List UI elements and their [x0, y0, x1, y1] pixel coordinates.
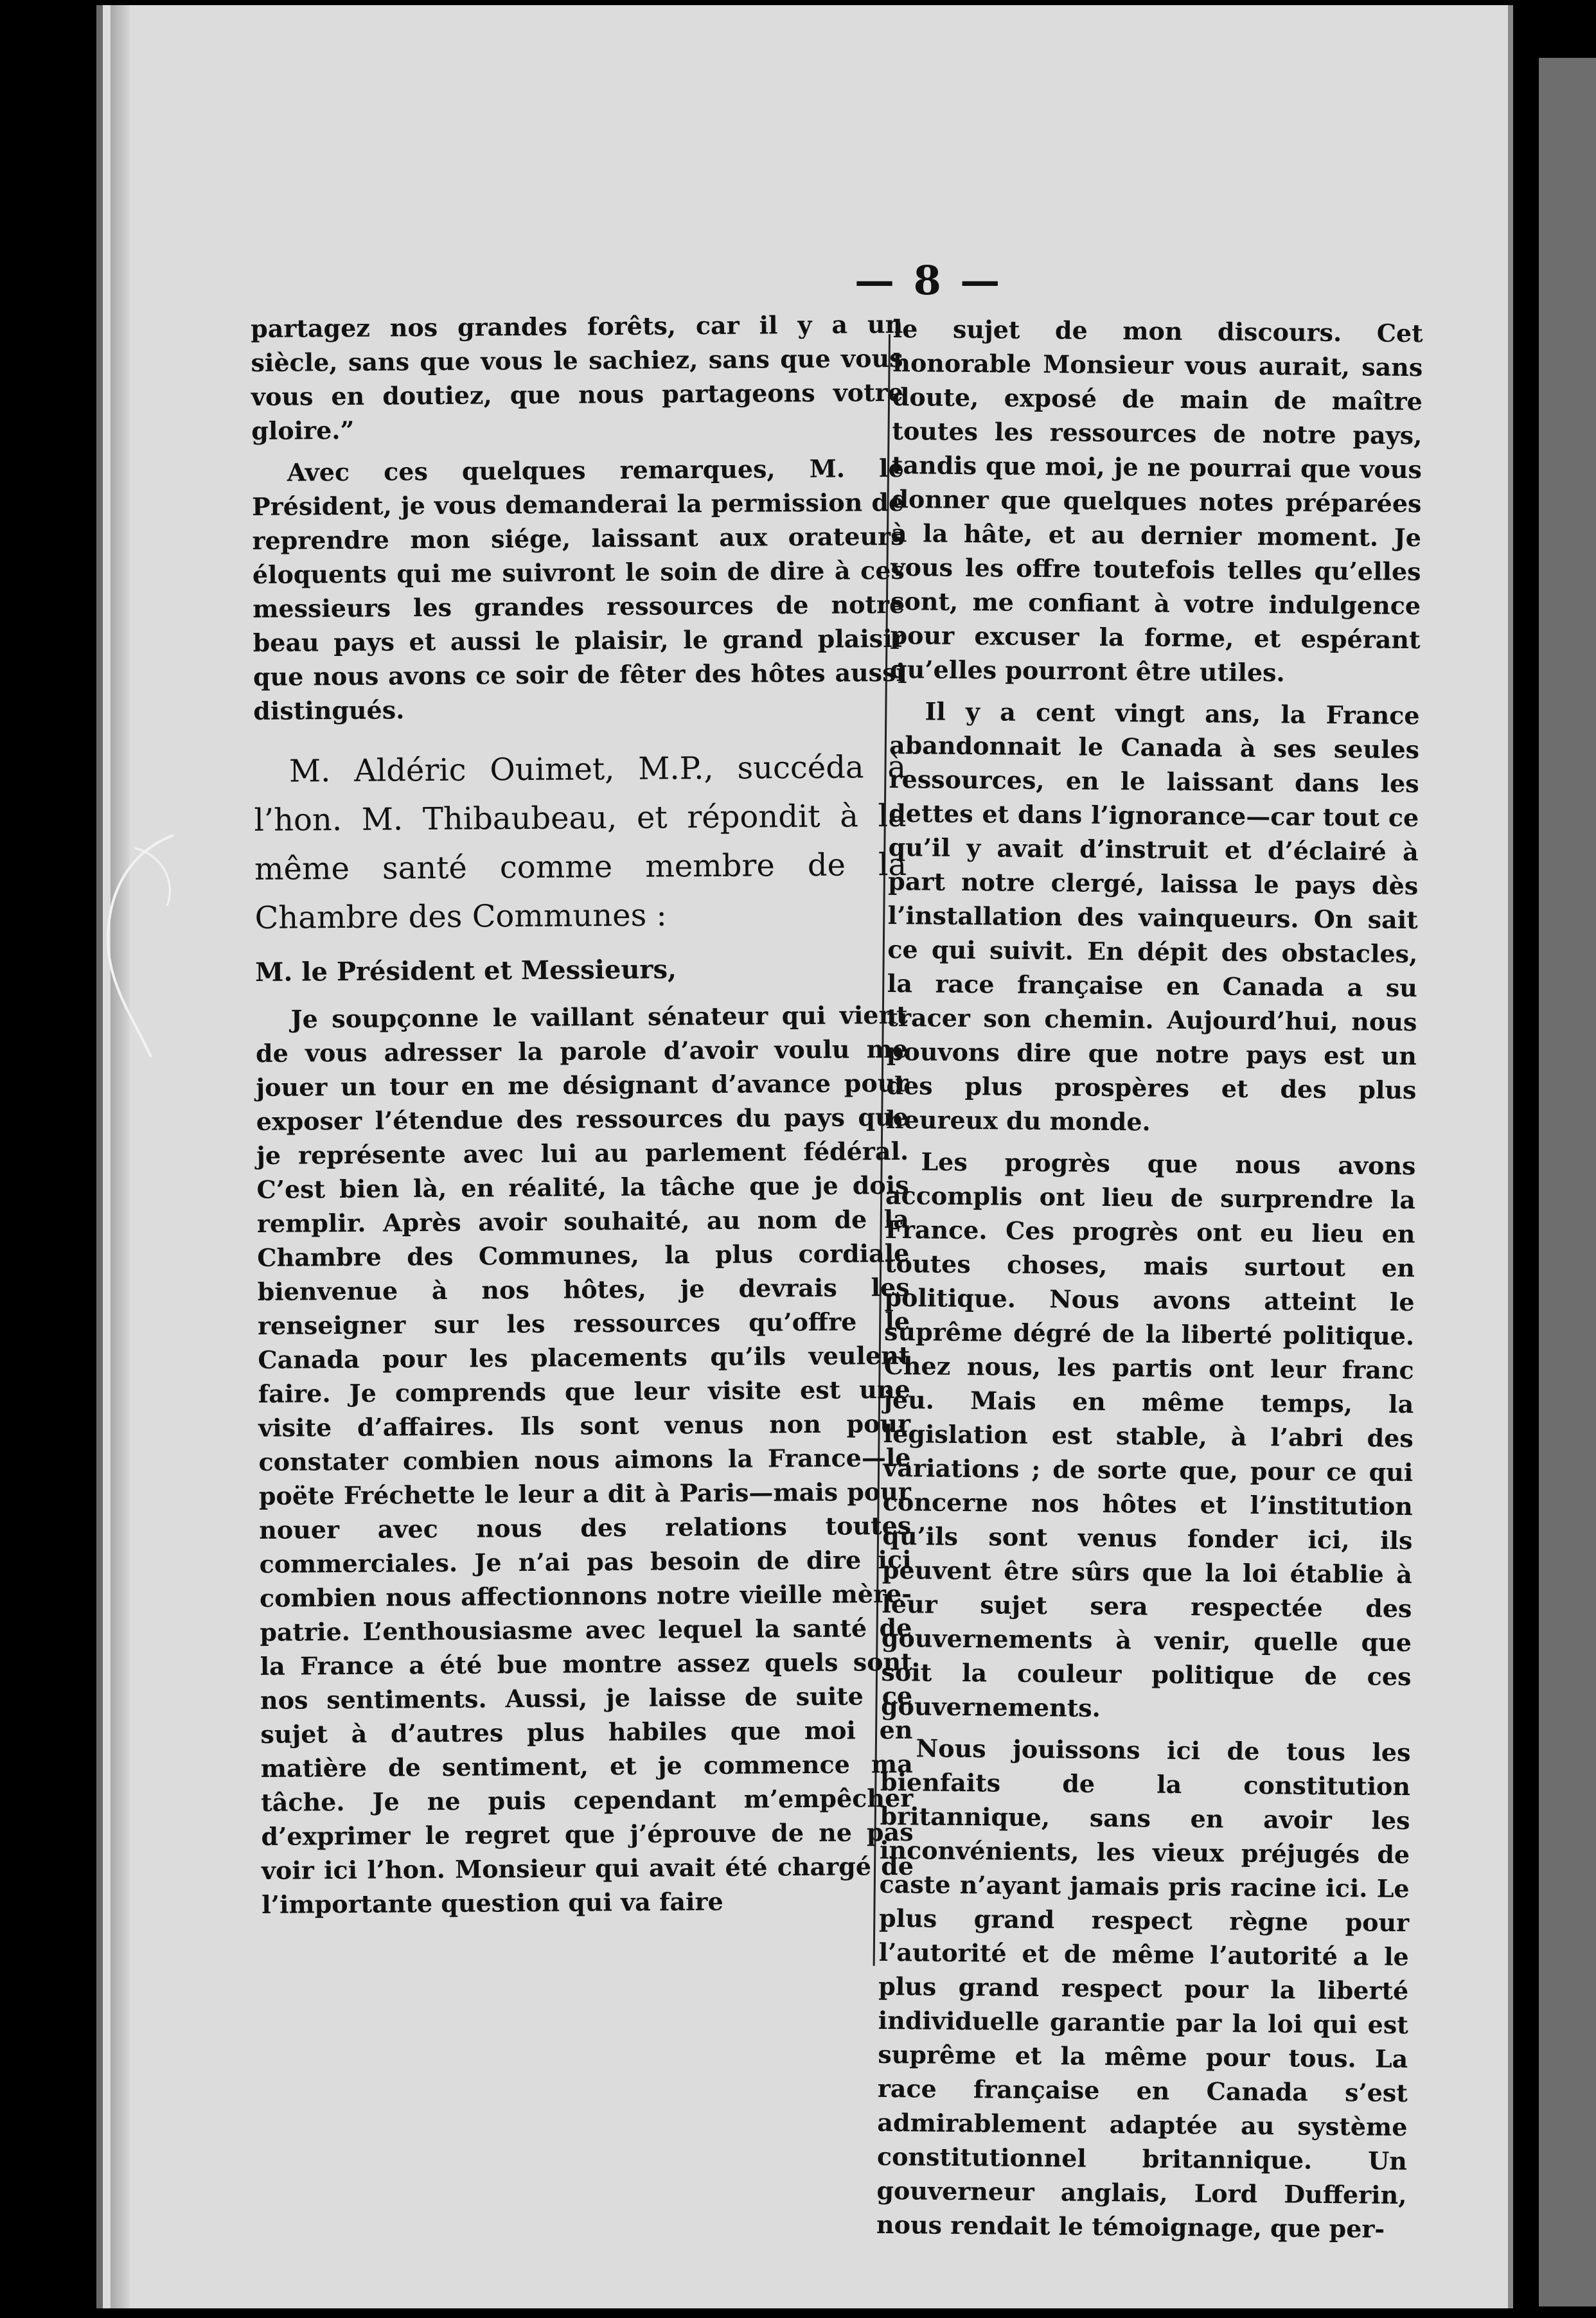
speaker-introduction: M. Aldéric Ouimet, M.P., succéda à l’hon. M. Thibaubeau, et répondit à la même santé comme membre de la Chambre des Communes : [254, 748, 907, 936]
paragraph: Avec ces quelques remarques, M. le Président, je vous demanderai la permission de reprendre mon siége, laissant aux orateurs éloquents qui me suivront le soin de dire à ces messieurs les grandes ressources de notre beau pays et aussi le plaisir, le grand plaisir que nous avons ce soir de fêter des hôtes aussi distingués. [251, 453, 906, 725]
paragraph: Nous jouissons ici de tous les bienfaits de la constitution britannique, sans en avoir les inconvénients, les vieux préjugés de caste n’ayant jamais pris racine ici. Le plus grand respect règne pour l’autorité et de même l’autorité a le plus grand respect pour la liberté individuelle garantie par la loi qui est suprême et la même pour tous. La race française en Canada s’est admirablement adaptée au système constitutionnel britannique. Un gouverneur anglais, Lord Dufferin, nous rendait le témoignage, que per- [876, 1733, 1411, 2243]
paragraph: Il y a cent vingt ans, la France abandonnait le Canada à ses seules ressources, en le laissant dans les dettes et dans l’ignorance—car tout ce qu’il y avait d’instruit et d’éclairé à part notre clergé, laissa le pays dès l’installation des vainqueurs. On sait ce qui suivit. En dépit des obstacles, la race française en Canada a su tracer son chemin. Aujourd’hui, nous pouvons dire que notre pays est un des plus prospères et des plus heureux du monde. [885, 696, 1420, 1137]
paragraph: le sujet de mon discours. Cet honorable Monsieur vous aurait, sans doute, exposé de main de maître toutes les ressources de notre pays, tandis que moi, je ne pourrai que vous donner que quelques notes préparées à la hâte, et au dernier moment. Je vous les offre toutefois telles qu’elles sont, me confiant à votre indulgence pour excuser la forme, et espérant qu’elles pourront être utiles. [889, 314, 1423, 687]
right-column [876, 312, 1423, 2254]
left-column [251, 307, 914, 1929]
scan-hair-mark [96, 829, 180, 1060]
salutation: M. le Président et Messieurs, [255, 954, 677, 987]
page-number: — 8 — [855, 257, 1003, 304]
adjacent-page-edge [1539, 58, 1596, 2306]
paragraph: Les progrès que nous avons accomplis ont lieu de surprendre la France. Ces progrès ont eu lieu en toutes choses, mais surtout en politique. Nous avons atteint le suprême dégré de la liberté politique. Chez nous, les partis ont leur franc jeu. Mais en même temps, la législation est stable, à l’abri des variations ; de sorte que, pour ce qui concerne nos hôtes et l’institution qu’ils sont venus fonder ici, ils peuvent être sûrs que la loi établie à leur sujet sera respectée des gouvernements à venir, quelle que soit la couleur politique de ces gouvernements. [880, 1147, 1416, 1722]
paragraph: partagez nos grandes forêts, car il y a un siècle, sans que vous le sachiez, sans que vous vous en doutiez, que nous partageons votre gloire.” [251, 309, 904, 445]
paragraph: Je soupçonne le vaillant sénateur qui vient de vous adresser la parole d’avoir voulu me jouer un tour en me désignant d’avance pour exposer l’étendue des ressources du pays que je représente avec lui au parlement fédéral. C’est bien là, en réalité, la tâche que je dois remplir. Après avoir souhaité, au nom de la Chambre des Communes, la plus cordiale bienvenue à nos hôtes, je devrais les renseigner sur les ressources qu’offre le Canada pour les placements qu’ils veulent faire. Je comprends que leur visite est une visite d’affaires. Ils sont venus non pour constater combien nous aimons la France—le poëte Fréchette le leur a dit à Paris—mais pour nouer avec nous des relations toutes commerciales. Je n’ai pas besoin de dire ici combien nous affectionnons notre vieille mère-patrie. L’enthousiasme avec lequel la santé de la France a été bue montre assez quels sont nos sentiments. Aussi, je laisse de suite ce sujet à d’autres plus habiles que moi en matière de sentiment, et je commence ma tâche. Je ne puis cependant m’empêcher d’exprimer le regret que j’éprouve de ne pas voir ici l’hon. Monsieur qui avait été chargé de l’importante question qui va faire [255, 1000, 914, 1919]
